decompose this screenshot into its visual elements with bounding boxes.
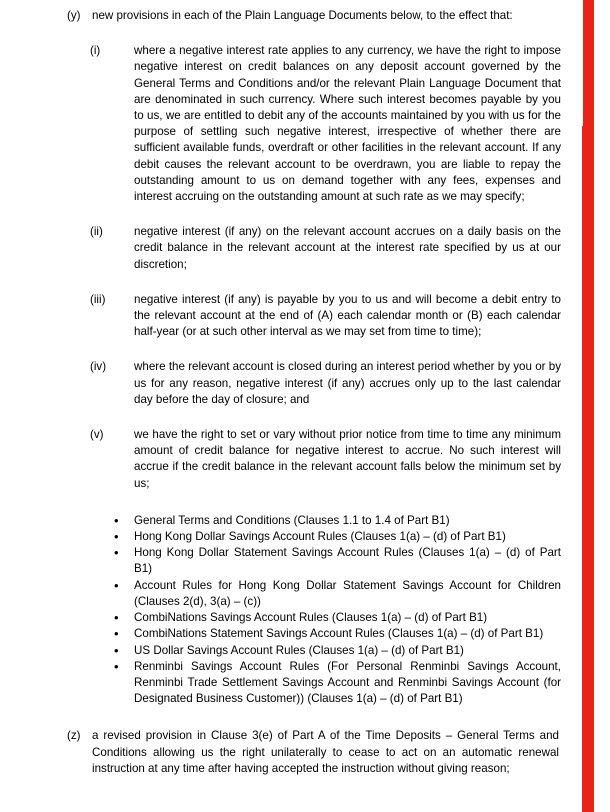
top-spacer	[0, 0, 566, 8]
subclause-iii-marker: (iii)	[90, 292, 106, 306]
list-item	[0, 643, 566, 659]
subclause-i-text: where a negative interest rate applies to any currency, we have the right to impose negative interest on credit balances on any deposit account governed by the General Terms and Conditions and/or the relevant Plain Language Document that are denominated in such currency. Where such interest becomes payable by you to us, we are entitled to debit any of the accounts maintained by you with us for the purpose of settling such negative interest, irrespective of whether there are sufficient available funds, overdraft or other facilities in the relevant account. If any debit causes the relevant account to be overdrawn, you are liable to repay the outstanding amount to us on demand together with any fees, expenses and interest accruing on the outstanding amount at such rate as we may specify;	[134, 44, 561, 204]
clause-z-body	[92, 728, 566, 777]
subclause-ii	[0, 224, 566, 273]
bullet-icon: •	[114, 577, 119, 593]
subclause-v-body	[134, 427, 566, 492]
list-item	[0, 545, 566, 577]
list-item	[0, 626, 566, 642]
subclause-iv-text: where the relevant account is closed during an interest period whether by you or by us for any reason, negative interest (if any) accrues only up to the last calendar day before the day of closure; and	[134, 360, 561, 406]
clause-y-body	[92, 8, 566, 24]
list-item-label: Renminbi Savings Account Rules (For Personal Renminbi Savings Account, Renminbi Trade Settlement Savings Account and Renminbi Savings Account (for Designated Business Customer)) (Clauses 1(a) – (d) of Part B1)	[134, 659, 561, 706]
change-bar-segment-lower	[582, 126, 594, 812]
gap-before-document-list	[0, 492, 566, 513]
subclause-iii-text: negative interest (if any) is payable by you to us and will become a debit entry to the relevant account at the end of (A) each calendar month or (B) each calendar half-year (or at such other interval as we may set from time to time);	[134, 292, 561, 339]
list-item	[0, 610, 566, 626]
gap-after-clause-y	[0, 24, 566, 43]
subclause-iii-body	[134, 292, 566, 341]
clause-y-marker: (y)	[67, 9, 81, 22]
subclause-v-marker: (v)	[90, 428, 104, 442]
bullet-icon: •	[114, 512, 119, 528]
bullet-icon: •	[114, 642, 119, 658]
subclause-v	[0, 427, 566, 492]
list-item-label: CombiNations Statement Savings Account Rules (Clauses 1(a) – (d) of Part B1)	[134, 627, 544, 641]
gap-before-clause-z	[0, 707, 566, 728]
list-item	[0, 529, 566, 545]
list-item-label: Hong Kong Dollar Statement Savings Account Rules (Clauses 1(a) – (d) of Part B1)	[134, 546, 561, 576]
subclause-i	[0, 43, 566, 205]
subclause-ii-text: negative interest (if any) on the relevant account accrues on a daily basis on the credit balance in the relevant account at the interest rate specified by us at our discretion;	[134, 225, 561, 271]
subclause-iv-body	[134, 359, 566, 408]
list-item-label: US Dollar Savings Account Rules (Clauses 1(a) – (d) of Part B1)	[134, 643, 464, 657]
subclause-iv	[0, 359, 566, 408]
gap-after-subclause-iii	[0, 340, 566, 359]
gap-after-subclause-ii	[0, 273, 566, 292]
clause-y	[0, 8, 566, 24]
change-bar-segment-upper	[583, 0, 594, 126]
subclause-ii-marker: (ii)	[90, 225, 103, 239]
subclause-i-marker: (i)	[90, 44, 101, 58]
bullet-icon: •	[114, 658, 119, 674]
clause-y-text: new provisions in each of the Plain Language Documents below, to the effect that:	[92, 9, 513, 22]
bullet-icon: •	[114, 610, 119, 626]
subclause-ii-body	[134, 224, 566, 273]
bullet-icon: •	[114, 529, 119, 545]
gap-after-subclause-i	[0, 205, 566, 224]
subclause-iv-marker: (iv)	[90, 360, 107, 374]
subclause-iii	[0, 292, 566, 341]
list-item-label: Hong Kong Dollar Savings Account Rules (Clauses 1(a) – (d) of Part B1)	[134, 530, 506, 544]
list-item-label: CombiNations Savings Account Rules (Clauses 1(a) – (d) of Part B1)	[134, 611, 488, 625]
list-item	[0, 513, 566, 529]
clause-z-text: a revised provision in Clause 3(e) of Part A of the Time Deposits – General Terms and Conditions allowing us the right unilaterally to cease to act on an automatic renewal instruction at any time after having accepted the instruction without giving reason;	[92, 729, 559, 775]
gap-after-subclause-iv	[0, 408, 566, 427]
clause-z-marker: (z)	[67, 729, 81, 743]
plain-language-document-list	[0, 513, 566, 707]
list-item	[0, 578, 566, 610]
bullet-icon: •	[114, 545, 119, 561]
list-item-label: General Terms and Conditions (Clauses 1.1 to 1.4 of Part B1)	[134, 513, 450, 527]
clause-z	[0, 728, 566, 777]
revision-change-bar	[583, 0, 594, 812]
bullet-icon: •	[114, 626, 119, 642]
subclause-i-body	[134, 43, 566, 205]
list-item-label: Account Rules for Hong Kong Dollar Statement Savings Account for Children (Clauses 2(d), 3(a) – (c))	[134, 578, 561, 608]
list-item	[0, 659, 566, 708]
subclause-v-text: we have the right to set or vary without prior notice from time to time any minimum amount of credit balance for negative interest to accrue. No such interest will accrue if the credit balance in the relevant account falls below the minimum set by us;	[134, 428, 561, 490]
